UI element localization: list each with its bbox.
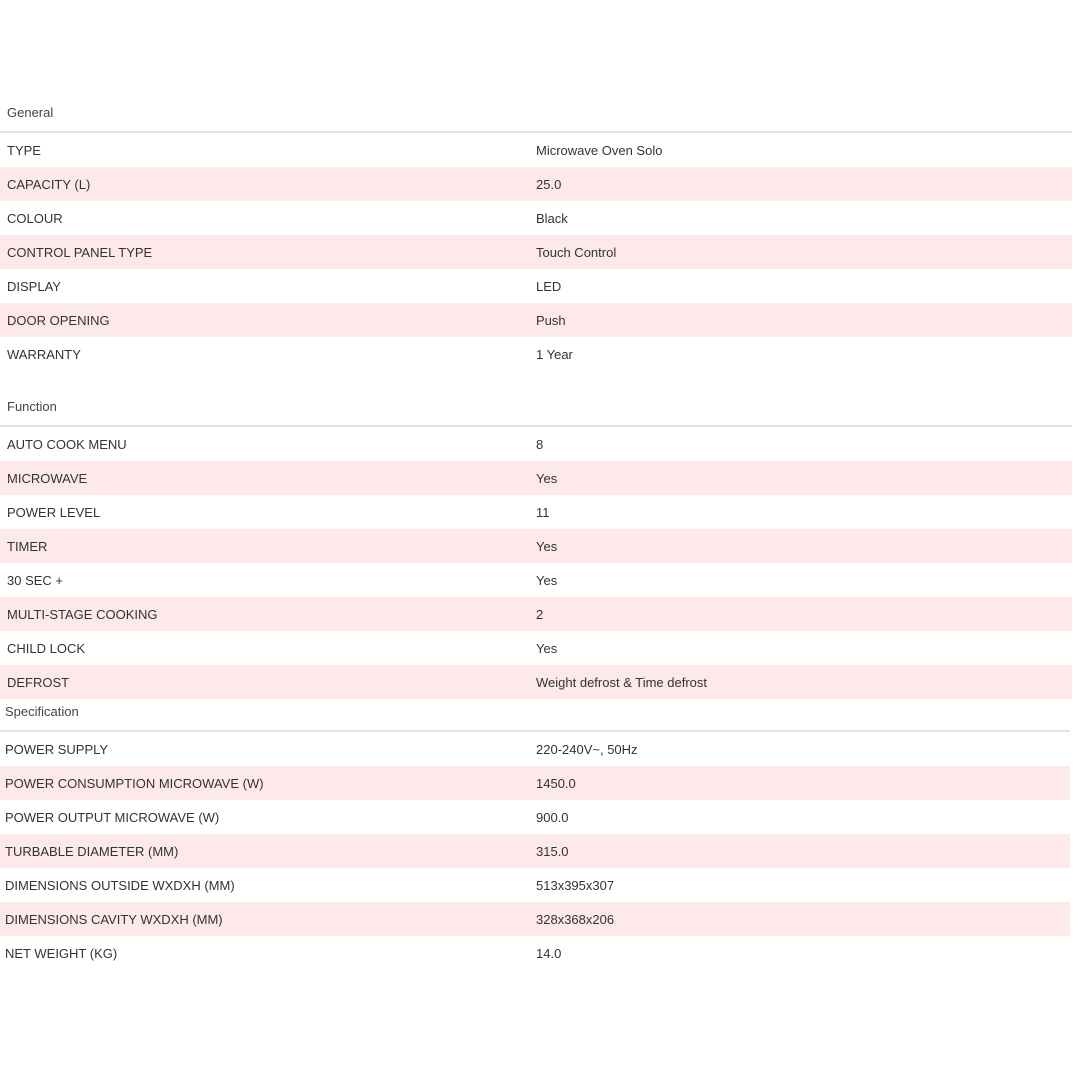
specification-section [0,695,1070,970]
spec-value: 11 [536,504,550,520]
spec-row-multi-stage-cooking [0,597,1072,631]
spec-label: TYPE [7,142,41,158]
function-section-title: Function [0,390,1072,427]
spec-value: 1450.0 [536,775,576,791]
spec-row-type [0,133,1072,167]
spec-label: POWER SUPPLY [5,741,109,757]
spec-label: NET WEIGHT (KG) [5,945,118,961]
spec-label: COLOUR [7,210,63,226]
spec-label: 30 SEC + [7,572,64,588]
spec-label: WARRANTY [7,346,81,362]
spec-value: 513x395x307 [536,877,615,893]
spec-value: 328x368x206 [536,911,615,927]
spec-row-power-level [0,495,1072,529]
spec-row-power-consumption [0,766,1070,800]
specification-rows [0,732,1070,970]
spec-value: 8 [536,436,544,452]
general-rows [0,133,1072,371]
spec-value: 14.0 [536,945,562,961]
spec-value: Microwave Oven Solo [536,142,663,158]
spec-label: MICROWAVE [7,470,88,486]
spec-value: 900.0 [536,809,569,825]
spec-value: Push [536,312,566,328]
spec-label: AUTO COOK MENU [7,436,127,452]
spec-row-display [0,269,1072,303]
spec-label: DOOR OPENING [7,312,110,328]
spec-value: LED [536,278,562,294]
specification-section-title: Specification [0,695,1070,732]
spec-row-net-weight [0,936,1070,970]
spec-value: Black [536,210,568,226]
spec-label: POWER CONSUMPTION MICROWAVE (W) [5,775,264,791]
spec-value: Touch Control [536,244,617,260]
spec-label: MULTI-STAGE COOKING [7,606,158,622]
general-section-title: General [0,96,1072,133]
spec-label: CAPACITY (L) [7,176,91,192]
spec-label: DEFROST [7,674,70,690]
spec-label: TURBABLE DIAMETER (MM) [5,843,179,859]
spec-row-door-opening [0,303,1072,337]
spec-value: Yes [536,640,558,656]
spec-value: 1 Year [536,346,573,362]
spec-row-dimensions-outside [0,868,1070,902]
spec-row-dimensions-cavity [0,902,1070,936]
spec-row-control-panel-type [0,235,1072,269]
general-section [0,96,1072,371]
spec-row-capacity [0,167,1072,201]
spec-row-timer [0,529,1072,563]
spec-row-warranty [0,337,1072,371]
spec-value: Yes [536,470,558,486]
spec-label: DISPLAY [7,278,61,294]
spec-row-power-supply [0,732,1070,766]
spec-row-turntable-diameter [0,834,1070,868]
spec-value: 2 [536,606,544,622]
spec-row-auto-cook-menu [0,427,1072,461]
spec-label: CONTROL PANEL TYPE [7,244,153,260]
spec-value: 315.0 [536,843,569,859]
spec-row-microwave [0,461,1072,495]
spec-value: Yes [536,538,558,554]
spec-label: POWER OUTPUT MICROWAVE (W) [5,809,220,825]
spec-label: DIMENSIONS OUTSIDE WXDXH (MM) [5,877,235,893]
spec-label: POWER LEVEL [7,504,101,520]
spec-value: 25.0 [536,176,562,192]
spec-label: DIMENSIONS CAVITY WXDXH (MM) [5,911,223,927]
spec-value: Yes [536,572,558,588]
spec-row-30-sec [0,563,1072,597]
spec-label: TIMER [7,538,48,554]
spec-value: 220-240V~, 50Hz [536,741,638,757]
function-rows [0,427,1072,699]
function-section [0,390,1072,699]
spec-row-child-lock [0,631,1072,665]
spec-value: Weight defrost & Time defrost [536,674,707,690]
spec-row-defrost [0,665,1072,699]
spec-row-power-output [0,800,1070,834]
spec-label: CHILD LOCK [7,640,86,656]
spec-row-colour [0,201,1072,235]
